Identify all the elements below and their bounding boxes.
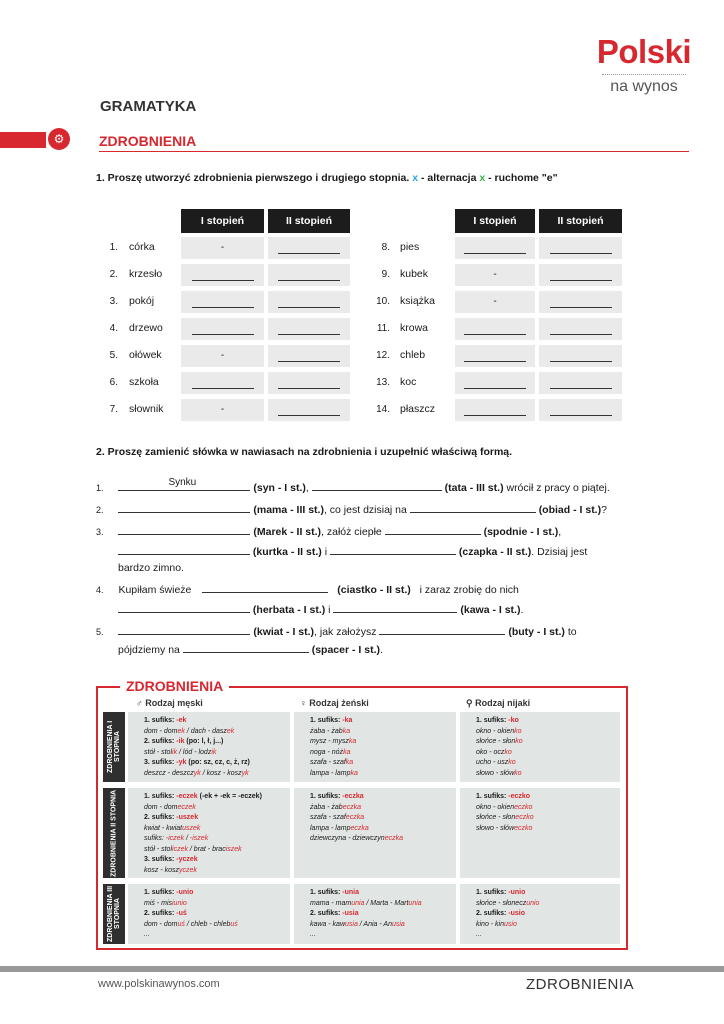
sentence-4-start: Kupiłam świeże <box>118 584 192 596</box>
hint-4b: (herbata - I st.) <box>252 604 326 616</box>
footer-band <box>0 966 724 972</box>
answer-field-1a[interactable] <box>118 479 250 491</box>
first-degree-field[interactable] <box>455 399 535 421</box>
alternation-label: - alternacja <box>418 172 480 184</box>
base-word: pokój <box>129 295 155 307</box>
topic-icon: ⚙ <box>48 128 70 150</box>
answer-field-5b[interactable] <box>379 623 505 635</box>
sentence-5-start2: pójdziemy na <box>118 644 183 656</box>
second-degree-field[interactable] <box>268 318 350 340</box>
row-number: 3. <box>109 296 118 307</box>
row-number: 8. <box>381 242 390 253</box>
instruction-text: 1. Proszę utworzyć zdrobnienia pierwszego i drugiego stopnia. <box>96 172 410 184</box>
hint-5a: (kwiat - I st.) <box>253 626 315 638</box>
sentence-1: 1. Synku (syn - I st.), (tata - III st.) wrócił z pracy o piątej. <box>96 478 628 498</box>
row-header-third-degree: ZDROBNIENIA III STOPNIA <box>103 884 125 944</box>
base-word: pies <box>400 241 420 253</box>
row-header-first-degree: ZDROBNIENIA I STOPNIA <box>103 712 125 782</box>
second-degree-field[interactable] <box>268 291 350 313</box>
sentence-5-mid: , jak założysz <box>314 626 380 638</box>
grammar-cell: 1. sufiks: -ka żaba - żabka mysz - myszka noga - nóżka szafa - szafka lampa - lampka <box>294 712 456 782</box>
sentence-4-cont: (herbata - I st.) i (kawa - I st.). <box>96 600 628 620</box>
sentence-4: 4. Kupiłam świeże (ciastko - II st.) i zaraz zrobię do nich <box>96 580 628 600</box>
first-degree-field: - <box>455 264 535 286</box>
answer-field-5a[interactable] <box>118 623 250 635</box>
answer-field-2b[interactable] <box>410 501 536 513</box>
col-neuter-label: Rodzaj nijaki <box>475 698 531 708</box>
second-degree-field[interactable] <box>539 345 622 367</box>
first-degree-field[interactable] <box>181 291 264 313</box>
answer-field-1b[interactable] <box>312 479 442 491</box>
base-word: krzesło <box>129 268 163 280</box>
answer-text: Synku <box>168 477 197 488</box>
sentence-3-end: bardzo zimno. <box>118 562 184 574</box>
male-icon: ♂ <box>136 698 146 708</box>
sentence-2: 2. (mama - III st.), co jest dzisiaj na (obiad - I st.)? <box>96 500 628 520</box>
row-header-second-degree: ZDROBNIENIA II STOPNIA <box>103 788 125 878</box>
grammar-box-title: ZDROBNIENIA <box>120 678 229 694</box>
row-number: 12. <box>376 350 390 361</box>
page-title: ZDROBNIENIA <box>99 133 197 149</box>
row-number: 6. <box>109 377 118 388</box>
sentence-1-end: wrócił z pracy o piątej. <box>503 482 610 494</box>
section-title: GRAMATYKA <box>100 98 197 115</box>
sentence-5: 5. (kwiat - I st.), jak założysz (buty - I st.) to <box>96 622 628 642</box>
col-feminine-label: Rodzaj żeński <box>309 698 369 708</box>
base-word: słownik <box>129 403 164 415</box>
row-number: 7. <box>109 404 118 415</box>
row-number: 2. <box>109 269 118 280</box>
hint-5b: (buty - I st.) <box>508 626 565 638</box>
female-icon: ♀ <box>300 698 310 708</box>
answer-field-3b[interactable] <box>385 523 481 535</box>
base-word: córka <box>129 241 155 253</box>
title-divider <box>99 151 689 152</box>
second-degree-field[interactable] <box>539 264 622 286</box>
second-degree-field[interactable] <box>539 372 622 394</box>
grammar-cell: 1. sufiks: -eczko okno - okieneczko słońce - słoneczko słowo - słóweczko <box>460 788 620 878</box>
first-degree-field[interactable] <box>455 318 535 340</box>
col-masculine <box>136 698 203 708</box>
grammar-cell: 1. sufiks: -eczka żaba - żabeczka szafa - szafeczka lampa - lampeczka dziewczyna - dziewczyneczka <box>294 788 456 878</box>
grammar-cell: 1. sufiks: -eczek (-ek + -ek = -eczek) dom - domeczek 2. sufiks: -uszek kwiat - kwiatuszek sufiks: -iczek / -iszek stół - stoliczek / brat - braciszek 3. sufiks: -yczek kosz - koszyczek <box>128 788 290 878</box>
base-word: płaszcz <box>400 403 436 415</box>
answer-field-4b[interactable] <box>118 601 250 613</box>
sentence-2-mid: , co jest dzisiaj na <box>323 504 410 516</box>
footer-site[interactable]: www.polskinawynos.com <box>98 978 220 990</box>
hint-3b: (spodnie - I st.) <box>483 526 559 538</box>
hint-1a: (syn - I st.) <box>253 482 306 494</box>
sentence-3-mid: , załóż ciepłe <box>321 526 385 538</box>
col-header-first-degree-right: I stopień <box>455 209 535 233</box>
col-masculine-label: Rodzaj męski <box>145 698 203 708</box>
base-word: koc <box>400 376 417 388</box>
sentence-5-cont: pójdziemy na (spacer - I st.). <box>118 640 628 660</box>
mobile-e-label: - ruchome "e" <box>485 172 558 184</box>
col-header-first-degree: I stopień <box>181 209 264 233</box>
answer-field-3a[interactable] <box>118 523 250 535</box>
sentence-3-tail: . Dzisiaj jest <box>531 546 588 558</box>
answer-field-3c[interactable] <box>118 543 250 555</box>
second-degree-field[interactable] <box>268 345 350 367</box>
grammar-cell: 1. sufiks: -ko okno - okienko słońce - słonko oko - oczko ucho - uszko słowo - słówko <box>460 712 620 782</box>
first-degree-field[interactable] <box>455 345 535 367</box>
second-degree-field[interactable] <box>268 237 350 259</box>
grammar-cell: 1. sufiks: -ek dom - domek / dach - daszek 2. sufiks: -ik (po: l, ł, j...) stół - stolik / lód - lodzik 3. sufiks: -yk (po: sz, cz, c, ż, rz) deszcz - deszczyk / kosz - koszyk <box>128 712 290 782</box>
hint-3c: (kurtka - II st.) <box>252 546 322 558</box>
row-number: 4. <box>109 323 118 334</box>
first-degree-field: - <box>181 345 264 367</box>
base-word: ołówek <box>129 349 162 361</box>
second-degree-field[interactable] <box>539 291 622 313</box>
first-degree-field: - <box>181 399 264 421</box>
row-number: 13. <box>376 377 390 388</box>
base-word: kubek <box>400 268 429 280</box>
hint-3a: (Marek - II st.) <box>253 526 322 538</box>
first-degree-field[interactable] <box>455 372 535 394</box>
col-feminine <box>300 698 369 708</box>
row-number: 5. <box>109 350 118 361</box>
base-word: chleb <box>400 349 426 361</box>
red-bar <box>0 132 46 148</box>
second-degree-field[interactable] <box>539 399 622 421</box>
col-neuter <box>466 698 530 709</box>
answer-field-4a[interactable] <box>202 581 328 593</box>
first-degree-field[interactable] <box>181 264 264 286</box>
hint-1b: (tata - III st.) <box>444 482 504 494</box>
sentence-5-to: to <box>564 626 577 638</box>
first-degree-field: - <box>455 291 535 313</box>
logo-divider <box>602 74 686 75</box>
exercise2-instruction: 2. Proszę zamienić słówka w nawiasach na zdrobnienia i uzupełnić właściwą formą. <box>96 446 513 458</box>
first-degree-field[interactable] <box>181 372 264 394</box>
hint-4a: (ciastko - II st.) <box>337 584 411 596</box>
hint-2a: (mama - III st.) <box>253 504 324 516</box>
second-degree-field[interactable] <box>268 264 350 286</box>
first-degree-field[interactable] <box>181 318 264 340</box>
alternation-marker: x <box>412 172 419 184</box>
logo-main: Polski <box>596 33 692 70</box>
row-number: 1. <box>109 242 118 253</box>
second-degree-field[interactable] <box>539 237 622 259</box>
col-header-second-degree-right: II stopień <box>539 209 622 233</box>
second-degree-field[interactable] <box>268 372 350 394</box>
col-header-second-degree: II stopień <box>268 209 350 233</box>
answer-field-2a[interactable] <box>118 501 250 513</box>
hint-3d: (czapka - II st.) <box>458 546 532 558</box>
mobile-e-marker: x <box>479 172 486 184</box>
hint-2b: (obiad - I st.) <box>538 504 602 516</box>
child-icon: ⚲ <box>466 698 476 708</box>
row-number: 10. <box>376 296 390 307</box>
sentence-3-and: i <box>321 546 330 558</box>
second-degree-field[interactable] <box>539 318 622 340</box>
grammar-cell: 1. sufiks: -unia mama - mamunia / Marta - Martunia 2. sufiks: -usia kawa - kawusia / Ania - Anusia ... <box>294 884 456 944</box>
sentence-4-mid: i zaraz zrobię do nich <box>419 584 519 596</box>
base-word: krowa <box>400 322 429 334</box>
row-number: 9. <box>381 269 390 280</box>
answer-field-3d[interactable] <box>330 543 456 555</box>
first-degree-field[interactable] <box>455 237 535 259</box>
answer-field-5c[interactable] <box>183 641 309 653</box>
exercise1-instruction <box>96 172 558 184</box>
grammar-cell: 1. sufiks: -unio miś - misiunio 2. sufiks: -uś dom - domuś / chleb - chlebuś ... <box>128 884 290 944</box>
hint-4c: (kawa - I st.) <box>460 604 521 616</box>
logo <box>596 34 692 97</box>
sentence-3: 3. (Marek - II st.), załóż ciepłe (spodnie - I st.), <box>96 522 628 542</box>
base-word: szkoła <box>129 376 159 388</box>
first-degree-field: - <box>181 237 264 259</box>
footer-title: ZDROBNIENIA <box>526 976 635 993</box>
row-number: 11. <box>376 323 390 334</box>
hint-5c: (spacer - I st.) <box>311 644 380 656</box>
answer-field-4c[interactable] <box>333 601 457 613</box>
second-degree-field[interactable] <box>268 399 350 421</box>
logo-sub: na wynos <box>610 78 678 95</box>
base-word: drzewo <box>129 322 163 334</box>
row-number: 14. <box>376 404 390 415</box>
grammar-cell: 1. sufiks: -unio słońce - słoneczunio 2. sufiks: -usio kino - kinusio ... <box>460 884 620 944</box>
base-word: książka <box>400 295 436 307</box>
